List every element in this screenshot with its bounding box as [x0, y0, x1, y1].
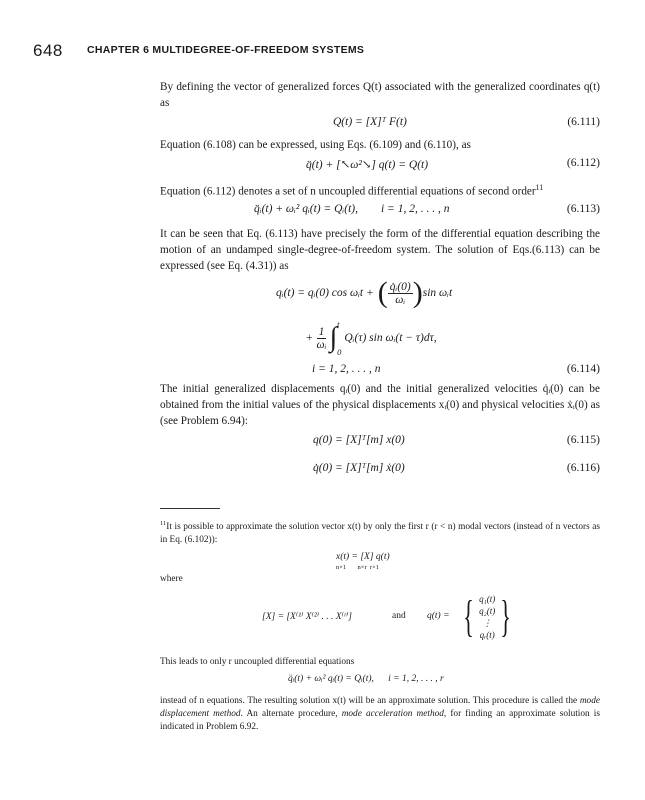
left-paren: (: [377, 276, 388, 309]
footnote-text-1-body: It is possible to approximate the solution vector x(t) by only the first r (r < n) modal vectors (instead of n vectors as in Eq. (6.102)):: [160, 522, 600, 546]
equation-6-114-index: i = 1, 2, . . . , n: [312, 363, 381, 375]
footnote-divider: [160, 508, 220, 509]
footnote-text-3: [160, 695, 600, 734]
equation-number-6-114: (6.114): [566, 363, 600, 375]
equation-number-6-115: (6.115): [566, 434, 600, 446]
footnote-mark: 11: [160, 520, 167, 527]
equation-number-6-116: (6.116): [566, 462, 600, 474]
equation-6-114-line-1: [276, 276, 452, 310]
q-vector-entry-2: q₂(t): [479, 606, 496, 616]
equation-6-112: q̈(t) + [↖ω²↘] q(t) = Q(t): [306, 159, 429, 171]
chapter-title: CHAPTER 6 MULTIDEGREE-OF-FREEDOM SYSTEMS: [87, 44, 365, 56]
mode-acceleration-term: mode acceleration method: [341, 709, 444, 719]
integral-limits: [337, 319, 341, 357]
equation-6-116: q̇(0) = [X]ᵀ[m] ẋ(0): [313, 462, 405, 474]
equation-6-114-line-2: [306, 316, 437, 360]
footnote-text-3-post: , for finding an approximate solution is indicated in Problem 6.92.: [160, 709, 601, 732]
footnote-equation-dims: n×1 n×r r×1: [336, 564, 379, 571]
equation-number-6-113: (6.113): [566, 203, 600, 215]
q-vector-column: [479, 593, 495, 641]
q-vector-entry-dots: ⋮: [482, 618, 492, 628]
equation-6-115: q(0) = [X]ᵀ[m] x(0): [313, 434, 405, 446]
equation-6-114-coefficient: [317, 326, 327, 351]
mode-displacement-term: mode displacement method: [160, 696, 600, 719]
equation-6-114-tail: sin ωᵢt: [422, 287, 453, 299]
equation-6-111: Q(t) = [X]ᵀ F(t): [333, 116, 407, 128]
right-paren: ): [412, 276, 423, 309]
footnote-q-vector-label: q(t) =: [427, 611, 450, 621]
plus-sign: +: [306, 332, 313, 344]
paragraph-generalized-forces: By defining the vector of generalized forces Q(t) associated with the generalized coordinates q(t) as: [160, 81, 600, 109]
coefficient-numerator: 1: [317, 326, 327, 339]
left-brace: {: [463, 592, 474, 641]
coefficient-denominator: ωᵢ: [316, 338, 327, 351]
integral-upper-limit: t: [337, 319, 340, 329]
footnote-text-1: [160, 517, 600, 547]
paragraph-uncoupled-text: Equation (6.112) denotes a set of n uncoupled differential equations of second order: [160, 185, 536, 198]
integral: [329, 319, 341, 357]
footnote-text-2: This leads to only r uncoupled differential equations: [160, 657, 355, 667]
footnote-equation-r: q̈ᵢ(t) + ωᵢ² qᵢ(t) = Qᵢ(t), i = 1, 2, . . . , r: [288, 674, 444, 684]
page-number: 648: [33, 41, 63, 60]
equation-6-113: q̈ᵢ(t) + ωᵢ² qᵢ(t) = Qᵢ(t), i = 1, 2, . . . , n: [254, 203, 450, 215]
fraction-denominator: ωᵢ: [395, 293, 406, 306]
integral-lower-limit: 0: [337, 347, 342, 357]
equation-number-6-111: (6.111): [567, 116, 600, 128]
footnote-equation-approx: x(t) = [X] q(t): [336, 552, 390, 562]
footnote-q-vector: [458, 589, 516, 645]
integral-sign: ∫: [329, 322, 338, 353]
equation-6-114-fraction: [388, 281, 413, 306]
right-brace: }: [500, 592, 512, 641]
paragraph-equation-intro: Equation (6.108) can be expressed, using Eqs. (6.109) and (6.110), as: [160, 139, 471, 151]
footnote-text-3-pre: instead of n equations. The resulting solution x(t) will be an approximate solution. This procedure is called the: [160, 696, 578, 706]
footnote-modal-matrix: [X] = [X⁽¹⁾ X⁽²⁾ . . . X⁽ʳ⁾]: [262, 612, 352, 622]
footnote-reference: 11: [535, 183, 544, 192]
q-vector-entry-r: qᵣ(t): [479, 630, 495, 640]
fraction-numerator: q̇ᵢ(0): [389, 280, 411, 293]
equation-number-6-112: (6.112): [566, 157, 600, 169]
equation-6-114-integrand: Qᵢ(τ) sin ωᵢ(t − τ)dτ,: [344, 332, 437, 344]
footnote-where: where: [160, 574, 183, 584]
footnote-and: and: [392, 611, 406, 621]
paragraph-solution: It can be seen that Eq. (6.113) have precisely the form of the differential equation describing the motion of an undamped single-degree-of-freedom system. The solution of Eqs.(6.113) can be expressed (see Eq. (4.31)) as: [160, 228, 600, 272]
footnote-text-3-mid: . An alternate procedure,: [240, 709, 338, 719]
q-vector-entry-1: q₁(t): [479, 594, 496, 604]
paragraph-uncoupled: [160, 180, 600, 200]
equation-6-114-lhs: qᵢ(t) = qᵢ(0) cos ωᵢt +: [276, 287, 374, 299]
paragraph-initial-conditions: The initial generalized displacements qᵢ(0) and the initial generalized velocities q̇ᵢ(0) can be obtained from the initial values of the physical displacements xᵢ(0) and physical velocities ẋᵢ(0) as (see Problem 6.94):: [160, 383, 600, 427]
